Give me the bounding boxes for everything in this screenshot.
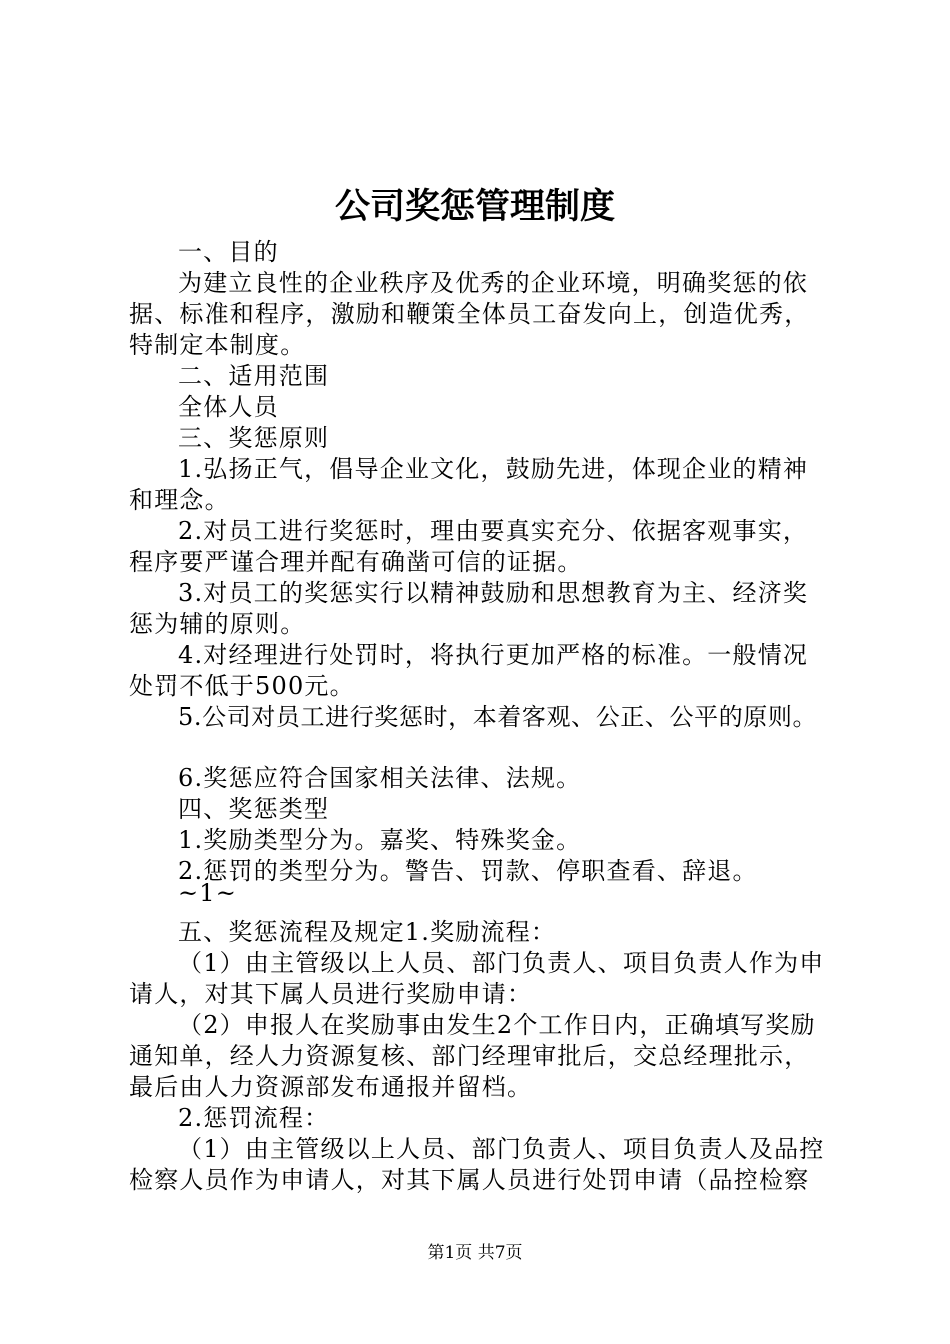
paragraph-line: （1）由主管级以上人员、部门负责人、项目负责人作为申 [178, 949, 825, 977]
paragraph-line: 5.公司对员工进行奖惩时，本着客观、公正、公平的原则。 [178, 703, 818, 731]
paragraph-line: （2）申报人在奖励事由发生2个工作日内，正确填写奖励 [178, 1011, 816, 1039]
section-heading-scope: 二、适用范围 [178, 362, 330, 390]
paragraph-line: 据、标准和程序，激励和鞭策全体员工奋发向上，创造优秀， [129, 300, 810, 328]
paragraph-line: 1.奖励类型分为。嘉奖、特殊奖金。 [178, 826, 582, 854]
paragraph-line: （1）由主管级以上人员、部门负责人、项目负责人及品控 [178, 1135, 825, 1163]
section-heading-process: 五、奖惩流程及规定1.奖励流程： [178, 918, 557, 946]
inline-page-marker: ~1~ [178, 879, 238, 907]
paragraph-line: 检察人员作为申请人，对其下属人员进行处罚申请（品控检察 [129, 1166, 810, 1194]
paragraph-line: 处罚不低于500元。 [129, 672, 355, 700]
paragraph-line: 2.惩罚的类型分为。警告、罚款、停职查看、辞退。 [178, 857, 758, 885]
paragraph-line: 和理念。 [129, 486, 230, 514]
paragraph-line: 为建立良性的企业秩序及优秀的企业环境，明确奖惩的依 [178, 269, 808, 297]
paragraph-line: 2.惩罚流程： [178, 1104, 330, 1132]
document-title: 公司奖惩管理制度 [334, 186, 615, 227]
page-footer: 第1页 共7页 [427, 1243, 523, 1263]
paragraph-line: 2.对员工进行奖惩时，理由要真实充分、依据客观事实， [178, 517, 809, 545]
paragraph-line: 1.弘扬正气，倡导企业文化，鼓励先进，体现企业的精神 [178, 455, 809, 483]
paragraph-line: 全体人员 [178, 393, 279, 421]
paragraph-line: 程序要严谨合理并配有确凿可信的证据。 [129, 548, 583, 576]
paragraph-line: 最后由人力资源部发布通报并留档。 [129, 1073, 533, 1101]
paragraph-line: 通知单，经人力资源复核、部门经理审批后，交总经理批示， [129, 1042, 810, 1070]
paragraph-line: 请人，对其下属人员进行奖励申请： [129, 980, 533, 1008]
paragraph-line: 6.奖惩应符合国家相关法律、法规。 [178, 764, 582, 792]
section-heading-principles: 三、奖惩原则 [178, 424, 330, 452]
paragraph-line: 惩为辅的原则。 [129, 610, 306, 638]
paragraph-line: 4.对经理进行处罚时，将执行更加严格的标准。一般情况 [178, 641, 809, 669]
paragraph-line: 特制定本制度。 [129, 331, 306, 359]
paragraph-line: 3.对员工的奖惩实行以精神鼓励和思想教育为主、经济奖 [178, 579, 809, 607]
section-heading-types: 四、奖惩类型 [178, 795, 330, 823]
section-heading-purpose: 一、目的 [178, 238, 279, 266]
